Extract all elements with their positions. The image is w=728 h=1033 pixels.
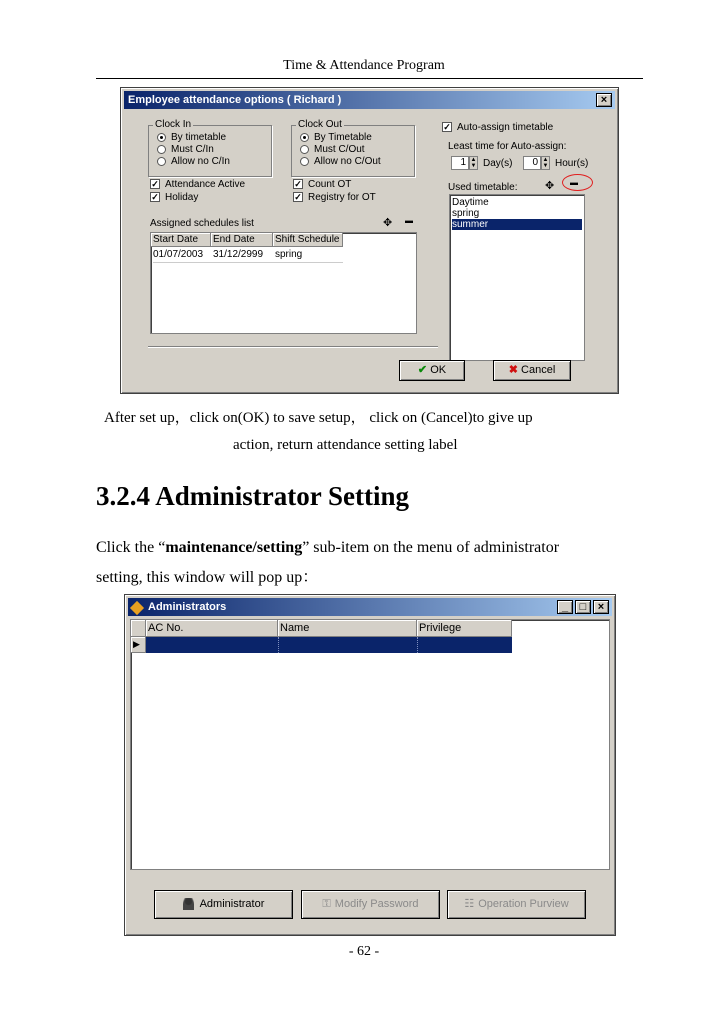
radio-must-cout[interactable]: Must C/Out (300, 144, 365, 155)
hour-label: Hour(s) (555, 158, 589, 169)
check-icon: ✓ (294, 192, 302, 203)
clock-in-label: Clock In (155, 119, 192, 130)
dialog-divider (148, 346, 438, 348)
day-spinner-input[interactable]: 1 (451, 156, 469, 170)
count-ot-checkbox[interactable]: ✓ Count OT (294, 179, 352, 190)
column-header-end-date[interactable]: End Date (211, 233, 273, 247)
radio-icon (157, 145, 166, 154)
list-item[interactable]: spring (452, 208, 480, 219)
day-label: Day(s) (483, 158, 513, 169)
cell-divider (278, 637, 279, 653)
cancel-x-icon: ✖ (508, 364, 518, 376)
radio-icon (300, 133, 309, 142)
attendance-options-dialog (120, 87, 619, 394)
radio-icon (157, 157, 166, 166)
administrators-window (124, 594, 616, 936)
column-header-start-date[interactable]: Start Date (151, 233, 211, 247)
radio-must-cin[interactable]: Must C/In (157, 144, 214, 155)
hour-spinner-input[interactable]: 0 (523, 156, 541, 170)
schedules-table (150, 232, 417, 334)
cell-start-date: 01/07/2003 (153, 249, 204, 260)
list-icon: ☷ (464, 898, 475, 910)
cell-shift: spring (275, 249, 303, 260)
body-line-1: Click the “maintenance/setting” sub-item on the menu of administrator (96, 539, 560, 556)
column-header-name[interactable]: Name (278, 620, 417, 637)
ok-button[interactable]: ✔ OK (399, 360, 465, 381)
user-icon (183, 898, 194, 910)
list-item[interactable]: Daytime (452, 197, 489, 208)
close-button[interactable]: × (596, 93, 612, 107)
timetable-list (449, 194, 585, 361)
key-icon: ⚿ (322, 898, 331, 910)
hour-spinner-arrows-icon[interactable]: ▲ ▼ (542, 157, 549, 169)
radio-allow-no-cout[interactable]: Allow no C/Out (300, 156, 381, 167)
radio-icon (300, 145, 309, 154)
window-titlebar: Administrators (128, 598, 612, 616)
registry-ot-checkbox[interactable]: ✓ Registry for OT (294, 192, 376, 203)
cell-divider (417, 637, 418, 653)
auto-assign-checkbox[interactable]: ✓ Auto-assign timetable (443, 122, 554, 133)
radio-by-timetable[interactable]: By timetable (157, 132, 226, 143)
used-timetable-label: Used timetable: (448, 182, 518, 193)
table-row[interactable] (153, 249, 343, 263)
table-row-selected[interactable] (146, 637, 512, 653)
check-icon: ✓ (294, 179, 302, 190)
remove-timetable-icon[interactable]: ▬ (570, 178, 578, 187)
radio-allow-no-cin[interactable]: Allow no C/In (157, 156, 230, 167)
row-indicator-header (131, 620, 146, 637)
caption-line-2: action, return attendance setting label (233, 437, 458, 453)
dialog-titlebar: Employee attendance options ( Richard ) (124, 91, 615, 109)
remove-schedule-icon[interactable]: ▬ (405, 216, 413, 225)
header-rule (96, 78, 643, 79)
column-header-shift-schedule[interactable]: Shift Schedule (273, 233, 343, 247)
column-header-privilege[interactable]: Privilege (417, 620, 512, 637)
administrators-grid (130, 619, 610, 870)
clock-out-label: Clock Out (298, 119, 342, 130)
caption-line-1: After set up，click on(OK) to save setup， click on (Cancel)to give up (104, 410, 533, 426)
check-icon: ✓ (443, 122, 451, 133)
holiday-checkbox[interactable]: ✓ Holiday (151, 192, 199, 203)
running-header: Time & Attendance Program (283, 58, 445, 73)
cell-end-date: 31/12/2999 (213, 249, 264, 260)
check-icon: ✓ (151, 179, 159, 190)
row-indicator: ▶ (131, 637, 146, 653)
day-spinner-arrows-icon[interactable]: ▲ ▼ (470, 157, 477, 169)
page-number: - 62 - (348, 944, 380, 959)
radio-by-timetable-out[interactable]: By Timetable (300, 132, 372, 143)
column-header-ac-no[interactable]: AC No. (146, 620, 278, 637)
maximize-button[interactable]: □ (575, 600, 591, 614)
check-icon: ✓ (151, 192, 159, 203)
cancel-button[interactable]: ✖ Cancel (493, 360, 571, 381)
operation-purview-button[interactable]: ☷ Operation Purview (447, 890, 586, 919)
minimize-button[interactable]: _ (557, 600, 573, 614)
close-button[interactable]: × (593, 600, 609, 614)
modify-password-button[interactable]: ⚿ Modify Password (301, 890, 440, 919)
least-time-label: Least time for Auto-assign: (448, 141, 567, 152)
administrator-button[interactable]: Administrator (154, 890, 293, 919)
body-line-2: setting, this window will pop up： (96, 569, 319, 586)
section-heading: 3.2.4 Administrator Setting (96, 481, 410, 511)
radio-icon (300, 157, 309, 166)
assigned-schedules-label: Assigned schedules list (150, 218, 254, 229)
checkmark-icon: ✔ (417, 364, 428, 376)
add-schedule-icon[interactable]: ✥ (383, 217, 393, 229)
radio-icon (157, 133, 166, 142)
list-item-selected[interactable]: summer (452, 219, 582, 230)
add-timetable-icon[interactable]: ✥ (545, 180, 555, 192)
attendance-active-checkbox[interactable]: ✓ Attendance Active (151, 179, 246, 190)
